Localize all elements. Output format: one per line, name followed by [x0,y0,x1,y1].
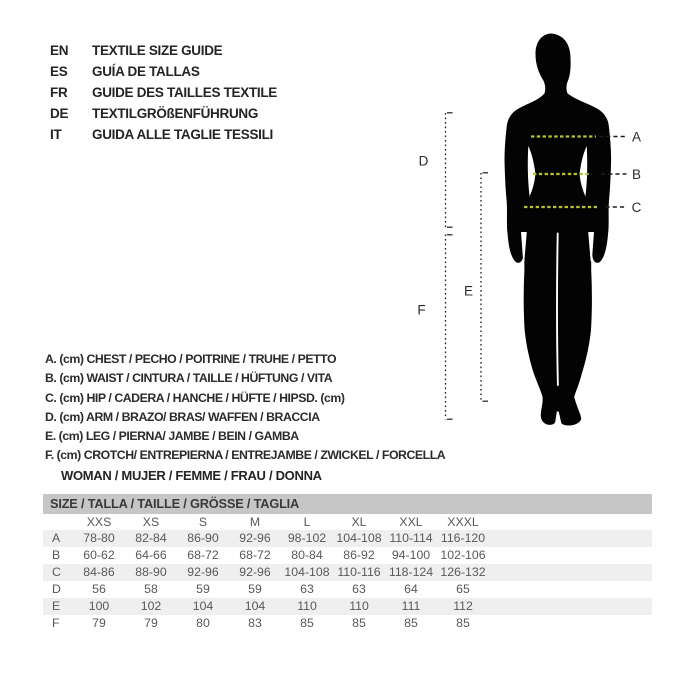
language-row-de [50,103,277,124]
table-cell: 58 [144,582,158,596]
table-cell: 64-66 [135,548,167,562]
size-column-header: XXL [399,515,423,529]
table-cell: 63 [352,582,366,596]
row-filler [489,530,652,547]
table-row-crotch [43,615,652,632]
size-table-header-bar: SIZE / TALLA / TAILLE / GRÖSSE / TAGLIA [43,494,652,514]
guide-title: TEXTILGRÖßENFÜHRUNG [92,106,259,121]
size-column-header-row [43,514,652,530]
row-label: D [52,582,61,596]
row-filler [489,615,652,632]
table-cell: 79 [144,616,158,630]
size-column-header-spacer [43,514,73,530]
table-cell: 59 [248,582,262,596]
language-row-fr [50,82,277,103]
language-row-en [50,40,277,61]
table-cell: 111 [401,599,421,613]
legend-line-leg: E. (cm) LEG / PIERNA/ JAMBE / BEIN / GAMBA [45,429,299,444]
table-cell: 110-116 [337,565,381,579]
table-cell: 83 [248,616,262,630]
language-row-it [50,124,277,145]
table-cell: 110-114 [389,531,433,545]
table-row-arm [43,581,652,598]
language-code: ES [50,64,68,79]
table-cell: 80-84 [291,548,323,562]
table-cell: 68-72 [239,548,271,562]
table-row-hip [43,564,652,581]
table-cell: 102 [140,599,162,613]
size-column-header: M [249,515,261,529]
table-cell: 63 [300,582,314,596]
row-filler [489,564,652,581]
table-cell: 104-108 [284,565,330,579]
size-column-header: XS [142,515,160,529]
table-cell: 94-100 [391,548,431,562]
table-row-leg [43,598,652,615]
table-cell: 85 [300,616,314,630]
language-code: IT [50,127,62,142]
table-cell: 104 [192,599,214,613]
table-cell: 92-96 [239,531,271,545]
table-cell: 110 [349,599,369,613]
marker-e-label: E [463,283,474,299]
table-cell: 116-120 [440,531,486,545]
table-cell: 92-96 [239,565,271,579]
table-row-chest [43,530,652,547]
table-cell: 84-86 [83,565,115,579]
row-label: B [52,548,61,562]
row-filler [489,514,652,530]
table-cell: 118-124 [388,565,434,579]
guide-title: GUIDA ALLE TAGLIE TESSILI [92,127,273,142]
table-cell: 88-90 [135,565,167,579]
table-row-waist [43,547,652,564]
marker-d-label: D [418,153,429,169]
marker-a-label: A [631,129,642,145]
silhouette-leg-split [557,234,558,386]
table-cell: 85 [352,616,366,630]
table-cell: 65 [456,582,470,596]
language-code: DE [50,106,69,121]
size-column-header: XXS [86,515,112,529]
language-row-es [50,61,277,82]
table-cell: 92-96 [187,565,219,579]
language-title-list [50,40,277,145]
legend-line-waist: B. (cm) WAIST / CINTURA / TAILLE / HÜFTUNG / VITA [45,371,333,386]
row-label: A [52,531,61,545]
row-label: F [52,616,60,630]
language-code: EN [50,43,69,58]
table-cell: 85 [404,616,418,630]
table-cell: 59 [196,582,210,596]
row-label: C [52,565,61,579]
size-column-header: S [198,515,208,529]
table-cell: 110 [297,599,317,613]
legend-line-arm: D. (cm) ARM / BRAZO/ BRAS/ WAFFEN / BRACCIA [45,409,320,424]
table-cell: 82-84 [135,531,167,545]
row-filler [489,581,652,598]
table-cell: 126-132 [440,565,486,579]
marker-f-label: F [417,302,426,318]
table-cell: 56 [92,582,106,596]
table-cell: 86-90 [187,531,219,545]
table-cell: 98-102 [287,531,327,545]
table-cell: 86-92 [343,548,375,562]
size-table [43,494,652,632]
table-cell: 104-108 [336,531,382,545]
table-cell: 85 [456,616,470,630]
measurement-legend [45,350,445,466]
size-column-header: XL [351,515,367,529]
table-cell: 64 [404,582,418,596]
table-cell: 78-80 [83,531,115,545]
guide-title: GUIDE DES TAILLES TEXTILE [92,85,278,100]
table-cell: 60-62 [83,548,115,562]
guide-title: GUÍA DE TALLAS [92,64,200,79]
marker-b-label: B [631,167,642,182]
row-filler [489,547,652,564]
table-cell: 80 [196,616,210,630]
legend-line-hip: C. (cm) HIP / CADERA / HANCHE / HÜFTE / HIPSD. (cm) [45,390,345,405]
size-column-header: L [303,515,311,529]
table-cell: 100 [88,599,110,613]
size-column-header: XXXL [447,515,479,529]
table-cell: 102-106 [440,548,486,562]
table-cell: 104 [244,599,266,613]
legend-line-chest: A. (cm) CHEST / PECHO / POITRINE / TRUHE / PETTO [45,352,337,366]
table-cell: 112 [453,599,473,613]
table-cell: 79 [92,616,106,630]
guide-title: TEXTILE SIZE GUIDE [92,43,223,58]
marker-c-label: C [631,200,642,215]
gender-heading: WOMAN / MUJER / FEMME / FRAU / DONNA [61,468,322,483]
table-cell: 68-72 [187,548,219,562]
legend-line-crotch: F. (cm) CROTCH/ ENTREPIERNA / ENTREJAMBE / ZWICKEL / FORCELLA [45,448,446,463]
row-filler [489,598,652,615]
row-label: E [52,599,61,613]
language-code: FR [50,85,68,100]
